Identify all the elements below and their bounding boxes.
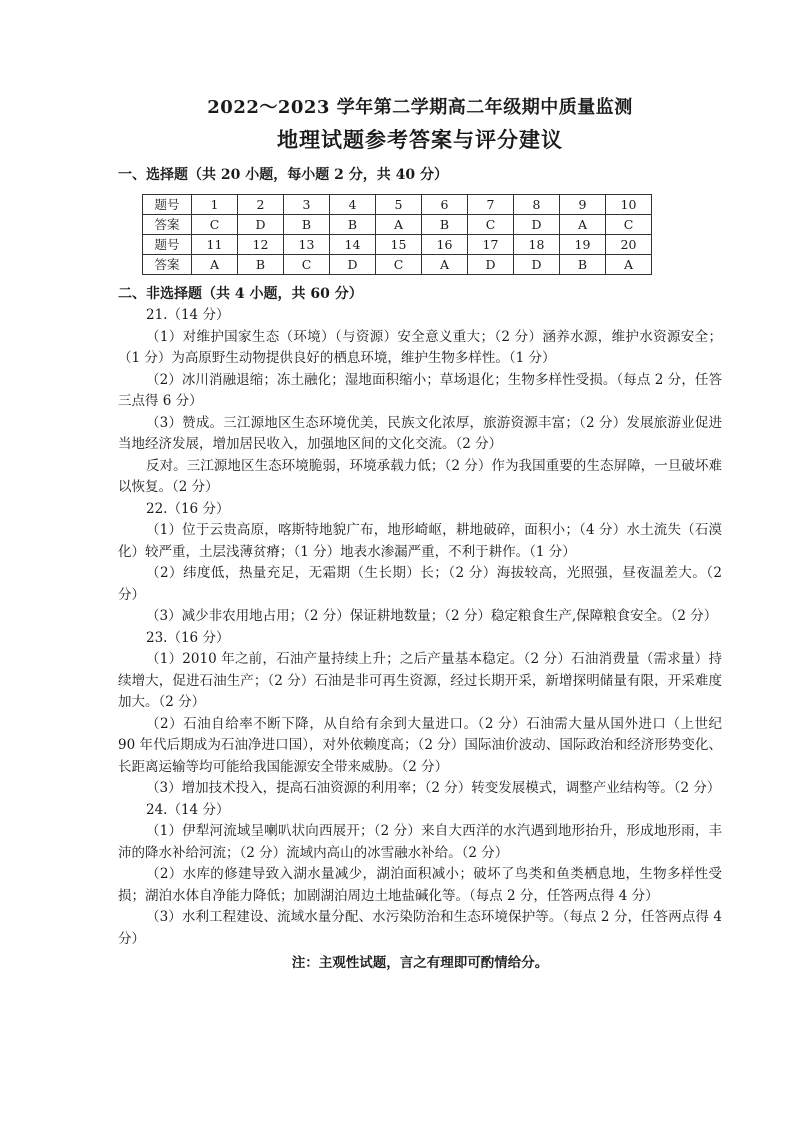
table-cell: 14 — [330, 235, 376, 255]
table-cell: 11 — [192, 235, 238, 255]
table-cell: D — [330, 255, 376, 275]
table-cell: 6 — [422, 195, 468, 215]
table-cell: A — [192, 255, 238, 275]
table-cell: 4 — [330, 195, 376, 215]
table-cell: 17 — [468, 235, 514, 255]
table-cell: 2 — [238, 195, 284, 215]
exam-title: 2022～2023 学年第二学期高二年级期中质量监测 — [207, 97, 633, 118]
table-row-header: 答案 — [143, 215, 192, 235]
answer-paragraph: （3）减少非农用地占用；（2 分）保证耕地数量；（2 分）稳定粮食生产,保障粮食安全。（2 分） — [146, 608, 718, 624]
answer-paragraph: （2）纬度低，热量充足，无霜期（生长期）长；（2 分）海拔较高，光照强，昼夜温差大。（2 分） — [118, 565, 722, 603]
answer-key-title: 地理试题参考答案与评分建议 — [277, 127, 563, 152]
table-cell: 5 — [376, 195, 422, 215]
table-cell: D — [514, 255, 560, 275]
table-cell: C — [192, 215, 238, 235]
table-cell: C — [606, 215, 652, 235]
table-cell: A — [606, 255, 652, 275]
table-cell: 10 — [606, 195, 652, 215]
answer-paragraph: （3）增加技术投入，提高石油资源的利用率；（2 分）转变发展模式，调整产业结构等。（2 分） — [146, 780, 721, 796]
table-row-header: 题号 — [143, 235, 192, 255]
table-row-header: 题号 — [143, 195, 192, 215]
answer-paragraph: （2）冰川消融退缩；冻土融化；湿地面积缩小；草场退化；生物多样性受损。（每点 2 分，任答三点得 6 分） — [118, 371, 722, 409]
table-row — [143, 215, 652, 235]
section-1-heading: 一、选择题（共 20 小题，每小题 2 分，共 40 分） — [118, 167, 448, 183]
table-cell: 19 — [560, 235, 606, 255]
table-row — [143, 195, 652, 215]
table-cell: B — [560, 255, 606, 275]
answer-paragraph: （2）石油自给率不断下降，从自给有余到大量进口。（2 分）石油需大量从国外进口（上世纪 90 年代后期成为石油净进口国），对外依赖度高；（2 分）国际油价波动、国际政治和经济形势变化、长距离运输等均可能给我国能源安全带来威胁。（2 分） — [118, 715, 722, 775]
table-cell: B — [284, 215, 330, 235]
table-cell: 7 — [468, 195, 514, 215]
answer-table — [142, 194, 652, 275]
table-cell: B — [238, 255, 284, 275]
question-heading: 21.（14 分） — [146, 307, 230, 323]
table-cell: C — [284, 255, 330, 275]
table-cell: 13 — [284, 235, 330, 255]
table-cell: C — [376, 255, 422, 275]
table-row-header: 答案 — [143, 255, 192, 275]
answer-paragraph: （1）2010 年之前，石油产量持续上升；之后产量基本稳定。（2 分）石油消费量（需求量）持续增大，促进石油生产；（2 分）石油是非可再生资源，经过长期开采，新增探明储量有限，开采难度加大。（2 分） — [118, 651, 722, 710]
table-cell: D — [514, 215, 560, 235]
table-row — [143, 235, 652, 255]
table-cell: 8 — [514, 195, 560, 215]
question-heading: 23.（16 分） — [146, 629, 230, 646]
answer-paragraph: （1）位于云贵高原，喀斯特地貌广布，地形崎岖，耕地破碎，面积小；（4 分）水土流失（石漠化）较严重，土层浅薄贫瘠；（1 分）地表水渗漏严重，不利于耕作。（1 分） — [118, 522, 722, 560]
table-cell: 18 — [514, 235, 560, 255]
answer-paragraph: （1）对维护国家生态（环境）（与资源）安全意义重大；（2 分）涵养水源，维护水资源安全；（1 分）为高原野生动物提供良好的栖息环境，维护生物多样性。（1 分） — [118, 328, 722, 366]
table-cell: D — [238, 215, 284, 235]
answer-paragraph: （2）水库的修建导致入湖水量减少，湖泊面积减小；破坏了鸟类和鱼类栖息地，生物多样性受损；湖泊水体自净能力降低；加剧湖泊周边土地盐碱化等。（每点 2 分，任答两点得 4 分） — [118, 866, 722, 904]
table-cell: A — [376, 215, 422, 235]
table-cell: A — [560, 215, 606, 235]
grading-note: 注：主观性试题，言之有理即可酌情给分。 — [291, 955, 549, 971]
table-cell: C — [468, 215, 514, 235]
questions-list — [118, 305, 722, 950]
answer-paragraph: （3）赞成。三江源地区生态环境优美，民族文化浓厚，旅游资源丰富；（2 分）发展旅游业促进当地经济发展，增加居民收入，加强地区间的文化交流。（2 分） — [118, 414, 722, 452]
table-cell: B — [422, 215, 468, 235]
section-2-heading: 二、非选择题（共 4 小题，共 60 分） — [118, 286, 363, 302]
table-cell: 20 — [606, 235, 652, 255]
table-cell: 15 — [376, 235, 422, 255]
table-row — [143, 255, 652, 275]
answer-paragraph: （1）伊犁河流域呈喇叭状向西展开；（2 分）来自大西洋的水汽遇到地形抬升，形成地形雨，丰沛的降水补给河流；（2 分）流域内高山的冰雪融水补给。（2 分） — [118, 823, 722, 861]
question-heading: 24.（14 分） — [146, 801, 230, 818]
table-cell: 1 — [192, 195, 238, 215]
table-cell: 12 — [238, 235, 284, 255]
table-cell: 3 — [284, 195, 330, 215]
answer-paragraph: （3）水利工程建设、流域水量分配、水污染防治和生态环境保护等。（每点 2 分，任答两点得 4 分） — [118, 909, 722, 947]
question-heading: 22.（16 分） — [146, 500, 230, 517]
answer-paragraph: 反对。三江源地区生态环境脆弱，环境承载力低；（2 分）作为我国重要的生态屏障，一旦破坏难以恢复。（2 分） — [118, 457, 722, 495]
table-cell: B — [330, 215, 376, 235]
table-cell: 16 — [422, 235, 468, 255]
table-cell: A — [422, 255, 468, 275]
table-cell: 9 — [560, 195, 606, 215]
table-cell: D — [468, 255, 514, 275]
